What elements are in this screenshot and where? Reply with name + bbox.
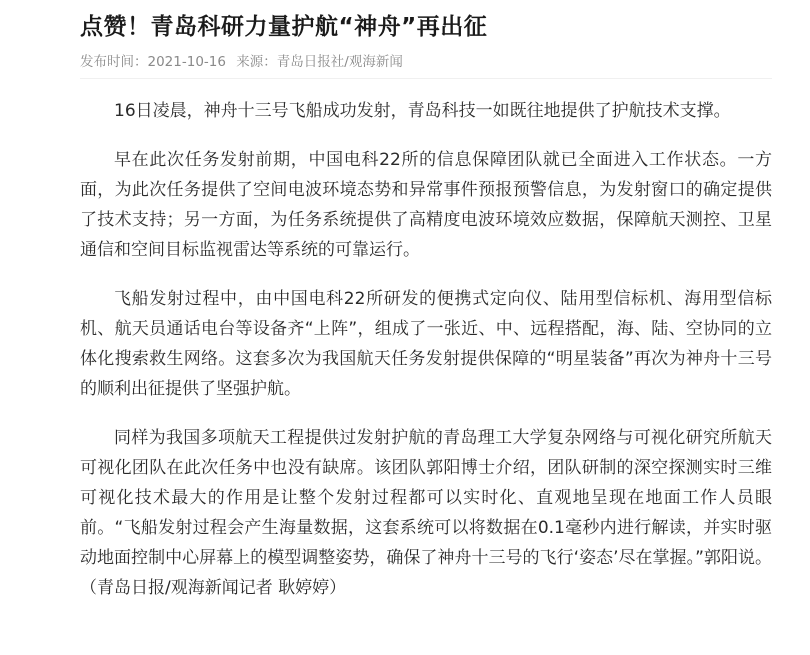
article-title: 点赞！青岛科研力量护航“神舟”再出征: [80, 14, 488, 40]
publish-time: 发布时间：2021-10-16: [80, 54, 226, 70]
article-source: 来源：青岛日报社/观海新闻: [236, 54, 403, 70]
article-meta: [80, 50, 409, 70]
paragraph: 飞船发射过程中，由中国电科22所研发的便携式定向仪、陆用型信标机、海用型信标机、航天员通话电台等设备齐“上阵”，组成了一张近、中、远程搭配，海、陆、空协同的立体化搜索救生网络。这套多次为我国航天任务发射提供保障的“明星装备”再次为神舟十三号的顺利出征提供了坚强护航。: [80, 289, 772, 399]
article-body: [80, 96, 772, 622]
paragraph: 同样为我国多项航天工程提供过发射护航的青岛理工大学复杂网络与可视化研究所航天可视化团队在此次任务中也没有缺席。该团队郭阳博士介绍，团队研制的深空探测实时三维可视化技术最大的作用是让整个发射过程都可以实时化、直观地呈现在地面工作人员眼前。“飞船发射过程会产生海量数据，这套系统可以将数据在0.1毫秒内进行解读，并实时驱动地面控制中心屏幕上的模型调整姿势，确保了神舟十三号的飞行‘姿态’尽在掌握。”郭阳说。（青岛日报/观海新闻记者 耿婷婷）: [80, 428, 772, 598]
title-divider: [80, 78, 772, 79]
paragraph: 早在此次任务发射前期，中国电科22所的信息保障团队就已全面进入工作状态。一方面，为此次任务提供了空间电波环境态势和异常事件预报预警信息，为发射窗口的确定提供了技术支持；另一方面，为任务系统提供了高精度电波环境效应数据，保障航天测控、卫星通信和空间目标监视雷达等系统的可靠运行。: [80, 150, 772, 260]
paragraph: 16日凌晨，神舟十三号飞船成功发射，青岛科技一如既往地提供了护航技术支撑。: [114, 101, 731, 121]
